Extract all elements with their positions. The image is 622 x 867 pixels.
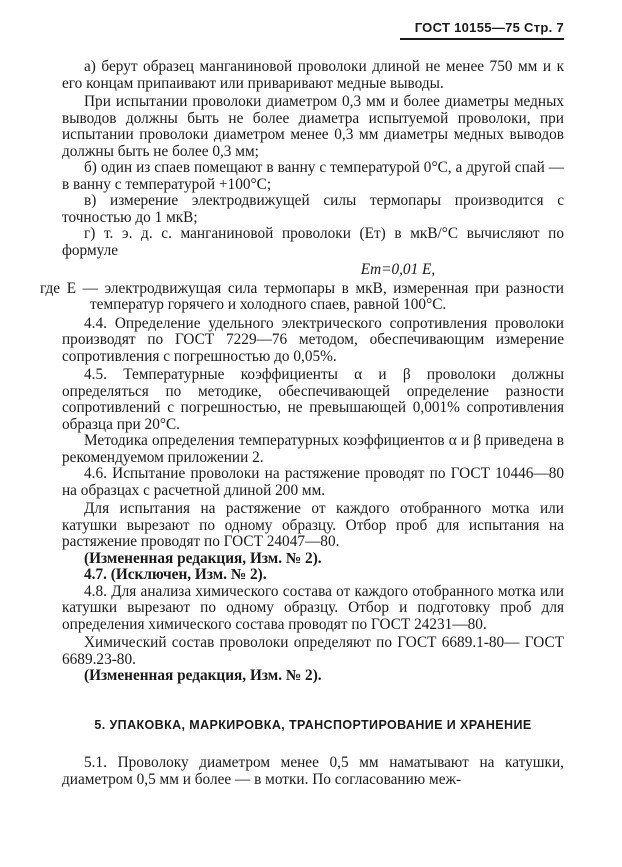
document-body [40,58,564,788]
formula-explanation: где E — электродвижущая сила термопары в мкВ, измеренная при разности температур горячего и холодного спаев, равной 100°С. [40,279,564,313]
paragraph-4-5: 4.5. Температурные коэффициенты α и β проволоки должны определяться по методике, обеспечивающей определение разности сопротивлений с погрешностью, не превышающей 0,001% сопротивления образца при 20°С. [62,366,564,433]
amendment-note-2: (Измененная редакция, Изм. № 2). [84,667,322,684]
paragraph-5-1: 5.1. Проволоку диаметром менее 0,5 мм наматывают на катушки, диаметром 0,5 мм и более — в мотки. По согласованию меж- [62,754,564,788]
paragraph-chemical-composition: Химический состав проволоки определяют по ГОСТ 6689.1-80— ГОСТ 6689.23-80. [62,634,564,668]
page-header: ГОСТ 10155—75 Стр. 7 [414,20,564,35]
paragraph-4-7: 4.7. (Исключен, Изм. № 2). [84,566,267,583]
section-5-title: 5. УПАКОВКА, МАРКИРОВКА, ТРАНСПОРТИРОВАНИЕ И ХРАНЕНИЕ [94,717,532,732]
paragraph-method-reference: Методика определения температурных коэффициентов α и β приведена в рекомендуемом приложении 2. [62,432,564,466]
paragraph-4-6: 4.6. Испытание проволоки на растяжение проводят по ГОСТ 10446—80 на образцах с расчетной длиной 200 мм. [62,465,564,499]
paragraph-item-b: б) один из спаев помещают в ванну с температурой 0°С, а другой спай — в ванну с температурой +100°С; [62,159,564,193]
amendment-note-1: (Измененная редакция, Изм. № 2). [84,549,322,567]
paragraph-item-v: в) измерение электродвижущей силы термопары производится с точностью до 1 мкВ; [62,192,564,226]
paragraph-lead-diameters: При испытании проволоки диаметром 0,3 мм и более диаметры медных выводов должны быть не более диаметра испытуемой проволоки, при испытании проволоки диаметром менее 0,3 мм диаметры медных выводов должны быть не более 0,3 мм; [62,93,564,160]
paragraph-4-4: 4.4. Определение удельного электрического сопротивления проволоки производят по ГОСТ 7229—76 методом, обеспечивающим измерение сопротивления с погрешностью до 0,05%. [62,314,564,365]
paragraph-4-8: 4.8. Для анализа химического состава от каждого отобранного мотка или катушки вырезают по одному образцу. Отбор и подготовку проб для определения химического состава проводят по ГОСТ 24231—80. [62,582,564,633]
formula: Eт=0,01 E, [360,261,436,278]
paragraph-item-a: а) берут образец манганиновой проволоки длиной не менее 750 мм и к его концам припаивают или приваривают медные выводы. [62,58,564,92]
paragraph-tensile-sampling: Для испытания на растяжение от каждого отобранного мотка или катушки вырезают по одному образцу. Отбор проб для испытания на растяжение проводят по ГОСТ 24047—80. [62,500,564,550]
paragraph-item-g: г) т. э. д. с. манганиновой проволоки (Eт) в мкВ/°С вычисляют по формуле [62,225,564,259]
header-rule [400,38,564,40]
